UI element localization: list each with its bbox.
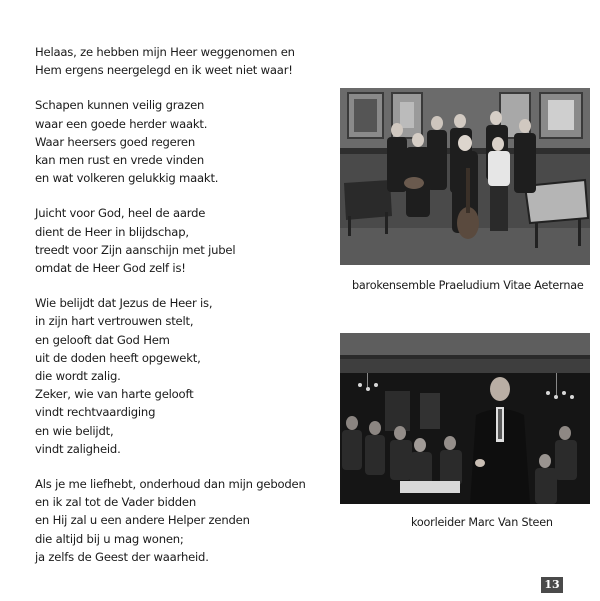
lyric-line: en wie belijdt, [35, 423, 114, 438]
stanza [35, 43, 335, 79]
lyric-line: kan men rust en vrede vinden [35, 153, 205, 168]
stanza [35, 294, 335, 458]
lyric-line: uit de doden heeft opgewekt, [35, 350, 201, 365]
ensemble-caption: barokensemble Praeludium Vitae Aeternae [352, 279, 584, 292]
lyric-line: Hem ergens neergelegd en ik weet niet waar! [35, 63, 293, 78]
lyric-line: dient de Heer in blijdschap, [35, 224, 189, 239]
lyric-line: Wie belijdt dat Jezus de Heer is, [35, 296, 213, 311]
lyric-line: Helaas, ze hebben mijn Heer weggenomen en [35, 45, 295, 59]
lyric-line: Waar heersers goed regeren [35, 134, 195, 149]
lyric-line: die altijd bij u mag wonen; [35, 531, 184, 546]
ensemble-photo [340, 88, 590, 265]
stanza [35, 204, 335, 277]
lyric-line: omdat de Heer God zelf is! [35, 261, 186, 276]
lyric-line: Als je me liefhebt, onderhoud dan mijn geboden [35, 477, 306, 492]
lyric-line: Schapen kunnen veilig grazen [35, 98, 205, 113]
lyric-line: treedt voor Zijn aanschijn met jubel [35, 242, 236, 257]
lyric-line: Juicht voor God, heel de aarde [35, 206, 206, 221]
stanza [35, 475, 335, 566]
lyric-line: vindt rechtvaardiging [35, 405, 156, 420]
lyric-line: en wat volkeren gelukkig maakt. [35, 171, 219, 186]
lyric-line: Zeker, wie van harte gelooft [35, 387, 194, 402]
conductor-caption: koorleider Marc Van Steen [411, 516, 553, 529]
lyrics-text [35, 43, 335, 583]
stanza [35, 96, 335, 187]
lyric-line: ja zelfs de Geest der waarheid. [35, 549, 209, 564]
lyric-line: in zijn hart vertrouwen stelt, [35, 314, 194, 329]
lyric-line: en Hij zal u een andere Helper zenden [35, 513, 250, 528]
conductor-photo [340, 333, 590, 504]
lyric-line: en ik zal tot de Vader bidden [35, 495, 196, 510]
lyric-line: vindt zaligheid. [35, 441, 121, 456]
lyric-line: en gelooft dat God Hem [35, 332, 170, 347]
page-number: 13 [541, 577, 563, 593]
lyric-line: die wordt zalig. [35, 369, 121, 384]
lyric-line: waar een goede herder waakt. [35, 116, 208, 131]
